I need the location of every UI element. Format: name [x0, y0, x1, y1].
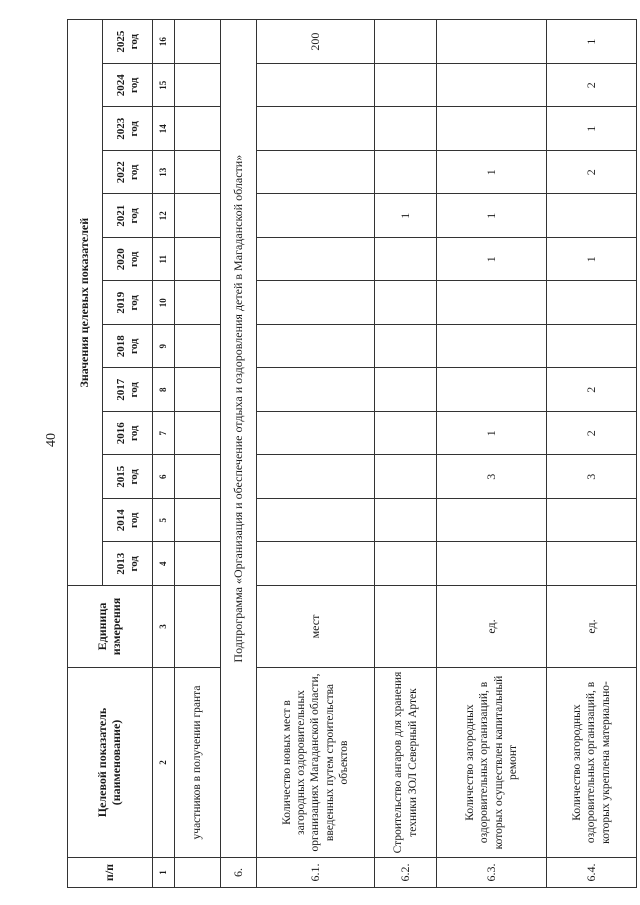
indicator-name: участников в получении гранта	[175, 668, 221, 858]
column-number: 13	[153, 151, 175, 195]
year-header: 2025 год	[103, 20, 153, 64]
column-number: 6	[153, 455, 175, 499]
year-header: 2017 год	[103, 368, 153, 412]
year-header: 2024 год	[103, 64, 153, 108]
value-cell	[547, 194, 637, 238]
value-cell	[375, 455, 437, 499]
value-cell	[257, 151, 375, 195]
col-header-num: п/п	[68, 858, 153, 888]
column-number: 5	[153, 499, 175, 543]
indicator-name: Количество загородных оздоровительных организаций, в которых осуществлен капитальный ремонт	[437, 668, 547, 858]
value-cell: 1	[547, 107, 637, 151]
column-number: 4	[153, 542, 175, 586]
value-cell	[375, 238, 437, 282]
value-cell: 2	[547, 412, 637, 456]
year-header: 2023 год	[103, 107, 153, 151]
column-number: 12	[153, 194, 175, 238]
value-cell	[257, 542, 375, 586]
numbering-row	[153, 20, 175, 888]
table-row	[547, 20, 637, 888]
row-number: 6.2.	[375, 858, 437, 888]
column-number: 10	[153, 281, 175, 325]
value-cell: 1	[375, 194, 437, 238]
value-cell	[175, 281, 221, 325]
value-cell	[175, 194, 221, 238]
row-number: 6.4.	[547, 858, 637, 888]
value-cell	[175, 325, 221, 369]
value-cell	[547, 499, 637, 543]
table-row	[437, 20, 547, 888]
row-number: 6.3.	[437, 858, 547, 888]
unit-cell: мест	[257, 586, 375, 668]
indicator-name: Количество новых мест в загородных оздоровительных организациях Магаданской области, введенных путем строительства объектов	[257, 668, 375, 858]
value-cell	[375, 281, 437, 325]
value-cell	[257, 455, 375, 499]
col-header-name: Целевой показатель (наименование)	[68, 668, 153, 858]
value-cell: 1	[547, 20, 637, 64]
value-cell	[175, 151, 221, 195]
unit-cell: ед.	[437, 586, 547, 668]
subprogram-number: 6.	[221, 858, 257, 888]
value-cell	[437, 20, 547, 64]
unit-cell: ед.	[547, 586, 637, 668]
value-cell	[547, 542, 637, 586]
value-cell: 1	[437, 151, 547, 195]
value-cell	[375, 64, 437, 108]
value-cell	[257, 499, 375, 543]
value-cell	[175, 20, 221, 64]
value-cell	[257, 325, 375, 369]
value-cell	[375, 325, 437, 369]
value-cell	[437, 542, 547, 586]
value-cell	[375, 151, 437, 195]
value-cell	[257, 238, 375, 282]
value-cell	[547, 281, 637, 325]
value-cell: 2	[547, 368, 637, 412]
value-cell	[375, 412, 437, 456]
value-cell: 2	[547, 64, 637, 108]
column-number: 16	[153, 20, 175, 64]
value-cell: 2	[547, 151, 637, 195]
year-header: 2015 год	[103, 455, 153, 499]
value-cell: 1	[547, 238, 637, 282]
rotated-page	[67, 20, 612, 888]
value-cell	[175, 107, 221, 151]
value-cell	[375, 368, 437, 412]
value-cell	[547, 325, 637, 369]
row-number: 6.1.	[257, 858, 375, 888]
indicators-table	[67, 19, 637, 888]
value-cell	[175, 455, 221, 499]
column-number: 2	[153, 668, 175, 858]
column-number: 11	[153, 238, 175, 282]
value-cell	[175, 412, 221, 456]
value-cell	[257, 64, 375, 108]
year-header: 2016 год	[103, 412, 153, 456]
col-header-values: Значения целевых показателей	[68, 20, 103, 586]
table-row	[375, 20, 437, 888]
column-number: 9	[153, 325, 175, 369]
value-cell	[375, 542, 437, 586]
value-cell	[437, 368, 547, 412]
row-number	[175, 858, 221, 888]
indicator-name: Количество загородных оздоровительных организаций, в которых укреплена материально-	[547, 668, 637, 858]
value-cell	[437, 499, 547, 543]
value-cell	[437, 325, 547, 369]
subprogram-title	[221, 20, 257, 858]
value-cell	[257, 368, 375, 412]
year-header: 2013 год	[103, 542, 153, 586]
column-number: 15	[153, 64, 175, 108]
column-number: 1	[153, 858, 175, 888]
indicator-name: Строительство ангаров для хранения техники ЗОЛ Северный Артек	[375, 668, 437, 858]
value-cell	[175, 64, 221, 108]
value-cell	[437, 64, 547, 108]
year-header: 2019 год	[103, 281, 153, 325]
table-row	[257, 20, 375, 888]
value-cell: 200	[257, 20, 375, 64]
unit-cell	[175, 586, 221, 668]
value-cell	[175, 499, 221, 543]
column-number: 3	[153, 586, 175, 668]
value-cell	[375, 20, 437, 64]
subprogram-row	[221, 20, 257, 888]
year-header: 2021 год	[103, 194, 153, 238]
year-header: 2018 год	[103, 325, 153, 369]
column-number: 7	[153, 412, 175, 456]
value-cell: 1	[437, 238, 547, 282]
value-cell: 3	[547, 455, 637, 499]
column-number: 8	[153, 368, 175, 412]
value-cell	[175, 542, 221, 586]
year-header: 2014 год	[103, 499, 153, 543]
value-cell	[437, 281, 547, 325]
value-cell	[257, 281, 375, 325]
value-cell: 3	[437, 455, 547, 499]
value-cell: 1	[437, 412, 547, 456]
unit-cell	[375, 586, 437, 668]
year-header: 2020 год	[103, 238, 153, 282]
value-cell	[257, 107, 375, 151]
subprogram-title-text: Подпрограмма «Организация и обеспечение отдыха и оздоровления детей в Магаданской области»	[231, 154, 246, 663]
value-cell	[175, 238, 221, 282]
col-header-unit: Единица измерения	[68, 586, 153, 668]
value-cell	[257, 412, 375, 456]
value-cell: 1	[437, 194, 547, 238]
value-cell	[375, 499, 437, 543]
year-header: 2022 год	[103, 151, 153, 195]
value-cell	[175, 368, 221, 412]
value-cell	[257, 194, 375, 238]
table-row	[175, 20, 221, 888]
value-cell	[375, 107, 437, 151]
column-number: 14	[153, 107, 175, 151]
page-number: 40	[44, 433, 59, 447]
value-cell	[437, 107, 547, 151]
